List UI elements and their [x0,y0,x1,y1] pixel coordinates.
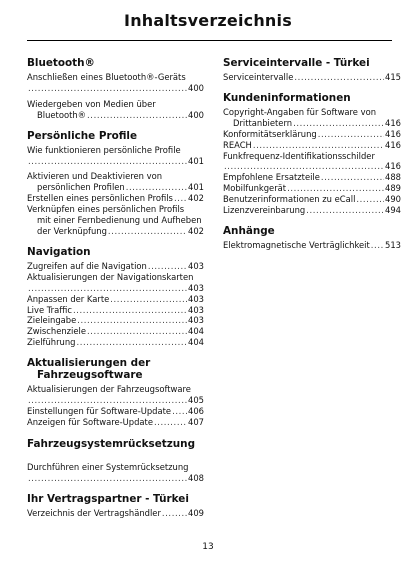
toc-entry[interactable] [27,305,204,316]
leader-dots [306,205,384,216]
entry-text: Zugreifen auf die Navigation [27,260,147,271]
section-heading-line: Serviceintervalle - Türkei [223,57,370,69]
toc-section-serviceintervalle-turkei [223,57,401,83]
leader-dots [28,83,187,94]
entry-text: Serviceintervalle [223,72,294,82]
toc-entry[interactable] [27,145,204,167]
entry-page-number: 400 [188,82,204,93]
section-heading [223,92,401,104]
entry-page-number: 488 [385,172,401,183]
entry-text: Konformitätserklärung [223,128,317,139]
toc-entry[interactable] [27,261,204,272]
page-title: Inhaltsverzeichnis [124,11,292,30]
toc-entry[interactable] [223,183,401,194]
entry-page-number: 407 [188,416,204,427]
toc-entry[interactable] [27,417,204,428]
toc-section-aktualisierungen-der-fahrzeugsoftware [27,357,204,428]
leader-dots [154,417,187,428]
entry-page-number: 406 [188,405,204,416]
entry-text: Anzeigen für Software-Update [27,416,153,427]
leader-dots [87,110,187,121]
leader-dots [172,406,187,417]
toc-section-personliche-profile [27,130,204,237]
entry-page-number: 409 [188,507,204,518]
leader-dots [108,226,187,237]
leader-dots [77,315,187,326]
entry-text: Verzeichnis der Vertragshändler [27,507,161,518]
toc-entry[interactable] [223,172,401,183]
toc-section-ihr-vertragspartner-turkei [27,493,204,519]
entry-text: Copyright-Angaben für Software von [223,106,377,117]
entry-page-number: 404 [188,337,204,348]
section-heading-line: Kundeninformationen [223,91,351,104]
entry-page-number: 416 [385,117,401,128]
leader-dots [28,473,187,484]
page-number: 13 [202,542,214,552]
leader-dots [287,183,384,194]
entry-page-number: 494 [385,205,401,216]
entry-text: Wiedergeben von Medien über [27,98,156,109]
section-heading-line: Persönliche Profile [27,129,138,142]
entry-text: Elektromagnetische Verträglichkeit [223,239,370,250]
leader-dots [293,118,384,129]
leader-dots [73,305,187,316]
entry-page-number: 403 [188,260,204,271]
entry-text: Lizenzvereinbarung [223,205,306,216]
leader-dots [28,283,187,294]
entry-page-number: 513 [385,239,401,250]
entry-text: Anschließen eines Bluetooth®-Geräts [27,72,186,82]
entry-text: Bluetooth® [37,109,87,120]
section-heading-line: Fahrzeugsoftware [37,369,143,382]
leader-dots [148,261,187,272]
leader-dots [76,337,187,348]
section-heading [223,57,401,69]
entry-page-number: 403 [188,315,204,326]
entry-page-number: 400 [188,109,204,120]
toc-entry[interactable] [27,294,204,305]
leader-dots [371,240,384,251]
toc-entry[interactable] [223,72,401,83]
toc-entry[interactable] [27,315,204,326]
toc-entry[interactable] [27,406,204,417]
entry-text: Anpassen der Karte [27,293,110,304]
entry-text: Zielführung [27,337,76,348]
toc-section-navigation [27,246,204,348]
entry-text: persönlichen Profilen [37,182,125,193]
leader-dots [321,172,384,183]
entry-page-number: 415 [385,72,401,82]
entry-page-number: 404 [188,326,204,337]
section-heading-line: Ihr Vertragspartner - Türkei [27,492,189,505]
leader-dots [174,193,187,204]
section-heading [27,493,204,505]
leader-dots [87,326,187,337]
entry-text: Verknüpfen eines persönlichen Profils [27,204,185,215]
section-heading-line: Bluetooth® [27,57,95,69]
section-heading [223,225,401,237]
leader-dots [162,508,187,519]
title-divider [27,40,392,41]
entry-page-number: 405 [188,395,204,406]
entry-text: Zwischenziele [27,326,87,337]
entry-text: REACH [223,139,252,150]
toc-entry[interactable] [223,107,401,129]
entry-text: Mobilfunkgerät [223,183,287,194]
entry-page-number: 403 [188,282,204,293]
entry-text: Aktualisierungen der Fahrzeugsoftware [27,384,191,395]
entry-page-number: 402 [188,225,204,236]
section-heading-line: Navigation [27,245,91,258]
toc-entry[interactable] [27,204,204,237]
entry-page-number: 416 [385,139,401,150]
toc-left-column [27,57,204,527]
section-heading [27,357,204,381]
entry-text: Aktivieren und Deaktivieren von [27,171,163,182]
entry-page-number: 403 [188,293,204,304]
entry-page-number: 402 [188,193,204,204]
toc-entry[interactable] [223,151,401,173]
toc-section-bluetooth [27,57,204,121]
entry-text: Live Traffic [27,304,72,315]
section-heading-line: Aktualisierungen der [27,357,151,370]
leader-dots [224,161,384,172]
leader-dots [126,182,187,193]
entry-text: Aktualisierungen der Navigationskarten [27,271,194,282]
toc-section-kundeninformationen [223,92,401,216]
toc-right-column [223,57,401,260]
entry-text: der Verknüpfung [37,225,107,236]
entry-text: Erstellen eines persönlichen Profils [27,193,173,204]
toc-entry[interactable] [27,193,204,204]
toc-entry[interactable] [223,129,401,140]
toc-section-fahrzeugsystemrucksetzung [27,438,204,484]
entry-text: mit einer Fernbedienung und Aufheben [37,215,202,226]
section-heading [27,438,204,450]
leader-dots [294,72,384,83]
entry-text: Wie funktionieren persönliche Profile [27,144,181,155]
toc-entry[interactable] [27,508,204,519]
entry-page-number: 416 [385,161,401,172]
entry-text: Zieleingabe [27,315,77,326]
toc-entry[interactable] [223,194,401,205]
leader-dots [356,194,384,205]
entry-text: Durchführen einer Systemrücksetzung [27,461,189,472]
toc-entry[interactable] [27,272,204,294]
entry-page-number: 401 [188,182,204,193]
toc-entry[interactable] [27,337,204,348]
toc-entry[interactable] [223,140,401,151]
toc-entry[interactable] [27,462,204,484]
section-heading [27,246,204,258]
toc-entry[interactable] [27,326,204,337]
entry-page-number: 401 [188,155,204,166]
entry-text: Drittanbietern [233,117,293,128]
entry-page-number: 490 [385,194,401,205]
section-heading [27,130,204,142]
toc-entry[interactable] [223,240,401,251]
entry-text: Benutzerinformationen zu eCall [223,194,356,205]
toc-entry[interactable] [223,205,401,216]
toc-entry[interactable] [27,384,204,406]
section-heading-line: Anhänge [223,224,275,237]
entry-text: Funkfrequenz-Identifikationsschilder [223,150,375,161]
leader-dots [318,129,384,140]
toc-entry[interactable] [27,99,204,121]
toc-entry[interactable] [27,72,204,94]
toc-section-anhange [223,225,401,251]
entry-page-number: 489 [385,183,401,194]
entry-page-number: 416 [385,128,401,139]
leader-dots [28,395,187,406]
section-heading-line: Fahrzeugsystemrücksetzung [27,437,196,450]
leader-dots [253,140,384,151]
entry-page-number: 403 [188,304,204,315]
entry-text: Empfohlene Ersatzteile [223,172,320,183]
leader-dots [28,156,187,167]
entry-text: Einstellungen für Software-Update [27,405,172,416]
entry-page-number: 408 [188,472,204,483]
toc-entry[interactable] [27,171,204,193]
section-heading [27,57,204,69]
leader-dots [110,294,187,305]
